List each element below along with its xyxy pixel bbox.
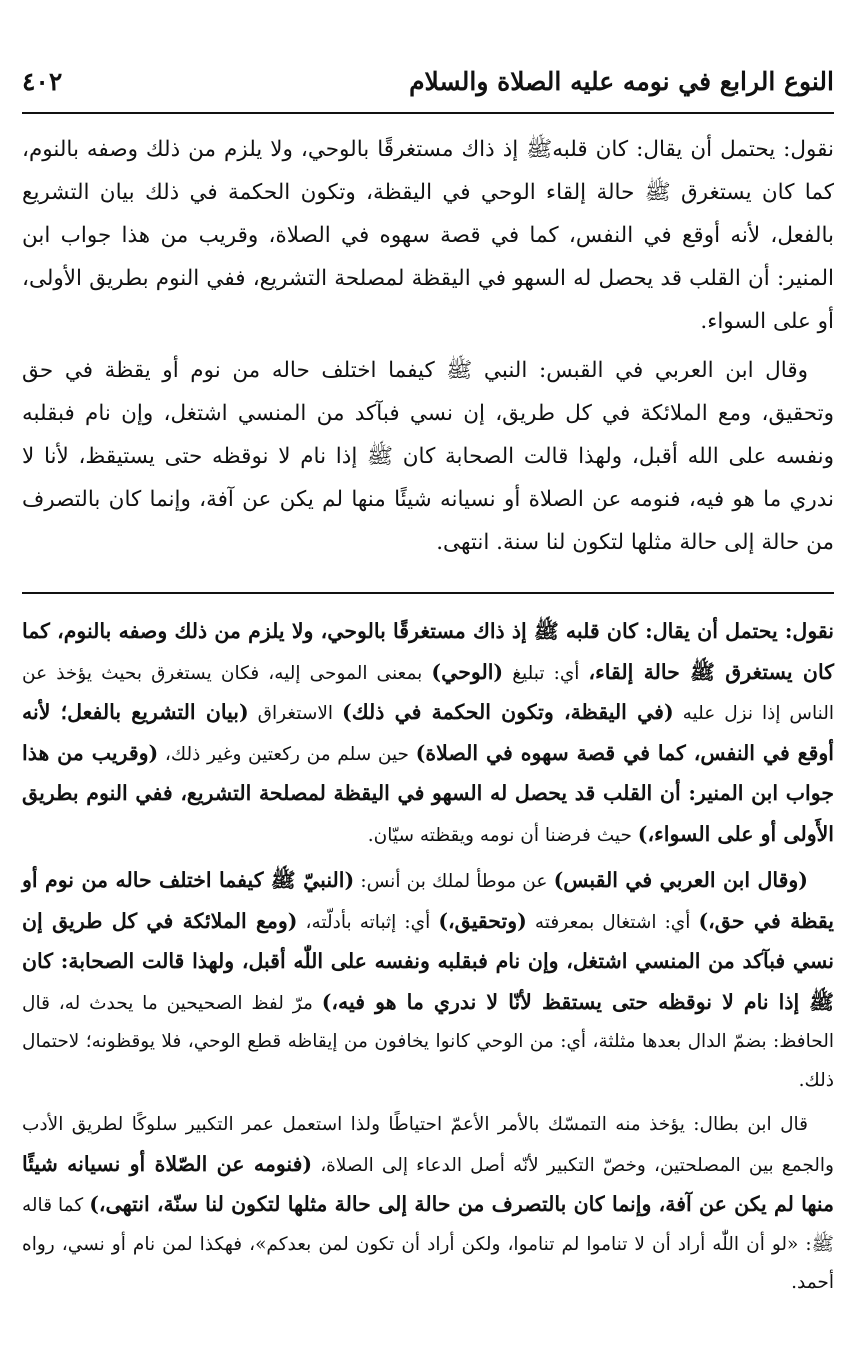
- commentary-segment: الاستغراق: [248, 703, 343, 724]
- commentary-segment: كما قاله ﷺ: «لو أن اللّٰه أراد أن لا تناموا لم تناموا، ولكن أراد أن تكون لمن بعدكم»، فهكذا لمن نام أو نسي، رواه أحمد.: [22, 1195, 834, 1293]
- matn-paragraph-2: وقال ابن العربي في القبس: النبي ﷺ كيفما اختلف حاله من نوم أو يقظة في حق وتحقيق، ومع الملائكة في كل طريق، إن نسي فبآكد من المنسي اشتغل، وإن نام فبقلبه ونفسه على الله أقبل، ولهذا قالت الصحابة كان ﷺ إذا نام لا نوقظه حتى يستيقظ، لأنا لا ندري ما هو فيه، فنومه عن الصلاة أو نسيانه شيئًا منها لم يكن عن آفة، وإنما كان بالتصرف من حالة إلى حالة مثلها لتكون لنا سنة. انتهى.: [22, 358, 834, 555]
- page-header: [22, 58, 834, 104]
- running-title: النوع الرابع في نومه عليه الصلاة والسلام: [409, 66, 834, 96]
- matn-text-block: [22, 128, 834, 570]
- quoted-matn-segment: (بيان التشريع بالفعل؛ لأنه أوقع في النفس، كما في قصة سهوه في الصلاة): [22, 700, 834, 765]
- matn-sharh-divider: [22, 592, 834, 594]
- page-number: ٤٠٢: [22, 66, 63, 96]
- quoted-matn-segment: (وقال ابن العربي في القبس): [553, 868, 809, 892]
- commentary-segment: مرّ لفظ الصحيحين ما يحدث له، قال الحافظ: بضمّ الدال بعدها مثلثة، أي: من الوحي كانوا يخافون من إيقاظه قطع الوحي، فلا يوقظونه؛ لاحتمال ذلك.: [22, 992, 834, 1091]
- commentary-segment: عن موطأ لملك بن أنس:: [354, 871, 554, 892]
- sharh-commentary-block: [22, 612, 834, 1309]
- sharh-paragraph-3: [22, 1106, 834, 1303]
- matn-paragraph-1: نقول: يحتمل أن يقال: كان قلبهﷺ إذ ذاك مستغرقًا بالوحي، ولا يلزم من ذلك وصفه بالنوم، كما كان يستغرق ﷺ حالة إلقاء الوحي في اليقظة، وتكون الحكمة في ذلك بيان التشريع بالفعل، لأنه أوقع في النفس، كما في قصة سهوه في الصلاة، وقريب من هذا جواب ابن المنير: أن القلب قد يحصل له السهو في اليقظة لمصلحة التشريع، ففي النوم بطريق الأولى، أو على السواء.: [22, 137, 834, 334]
- sharh-paragraph-1: [22, 612, 834, 855]
- commentary-segment: قال ابن بطال: يؤخذ منه التمسّك بالأمر الأعمّ احتياطًا ولذا استعمل عمر التكبير سلوكًا لطريق الأدب والجمع بين المصلحتين، وخصّ التكبير لأنّه أصل الدعاء إلى الصلاة،: [22, 1114, 834, 1176]
- header-divider: [22, 112, 834, 114]
- commentary-segment: أي: اشتغال بمعرفته: [526, 911, 699, 933]
- quoted-matn-segment: (وقريب من هذا جواب ابن المنير: أن القلب قد يحصل له السهو في اليقظة لمصلحة التشريع، ففي النوم بطريق الأَولى أو على السواء،): [22, 740, 834, 846]
- quoted-matn-segment: (النبيّ ﷺ كيفما اختلف حاله من نوم أو يقظة في حق،): [22, 868, 834, 933]
- quoted-matn-segment: (ومع الملائكة في كل طريق إن نسي فبآكد من المنسي اشتغل، وإن نام فبقلبه ونفسه على اللّٰه أقبل، ولهذا قالت الصحابة: كان ﷺ إذا نام لا نوقظه حتى يستقظ لأنّا لا ندري ما هو فيه،): [22, 908, 835, 1014]
- commentary-segment: حين سلم من ركعتين وغير ذلك،: [158, 743, 416, 765]
- quoted-matn-segment: نقول: يحتمل أن يقال: كان قلبه ﷺ إذ ذاك مستغرقًا بالوحي، ولا يلزم من ذلك وصفه بالنوم، كما كان يستغرق ﷺ حالة إلقاء،: [22, 619, 834, 684]
- sharh-paragraph-2: [22, 861, 834, 1100]
- quoted-matn-segment: (الوحي): [431, 659, 504, 684]
- commentary-segment: حيث فرضنا أن نومه ويقظته سيّان.: [367, 824, 638, 846]
- commentary-segment: أي: تبليغ: [503, 662, 589, 684]
- quoted-matn-segment: (في اليقظة، وتكون الحكمة في ذلك): [342, 700, 674, 724]
- quoted-matn-segment: (فنومه عن الصّلاة أو نسيانه شيئًا منها لم يكن عن آفة، وإنما كان بالتصرف من حالة إلى حالة مثلها لتكون لنا سنّة، انتهى،): [22, 1151, 834, 1216]
- commentary-segment: أي: إثباته بأدلّته،: [297, 911, 439, 933]
- quoted-matn-segment: (وتحقيق،): [438, 908, 527, 933]
- commentary-segment: بمعنى الموحى إليه، فكان يستغرق بحيث يؤخذ عن الناس إذا نزل عليه: [22, 662, 834, 724]
